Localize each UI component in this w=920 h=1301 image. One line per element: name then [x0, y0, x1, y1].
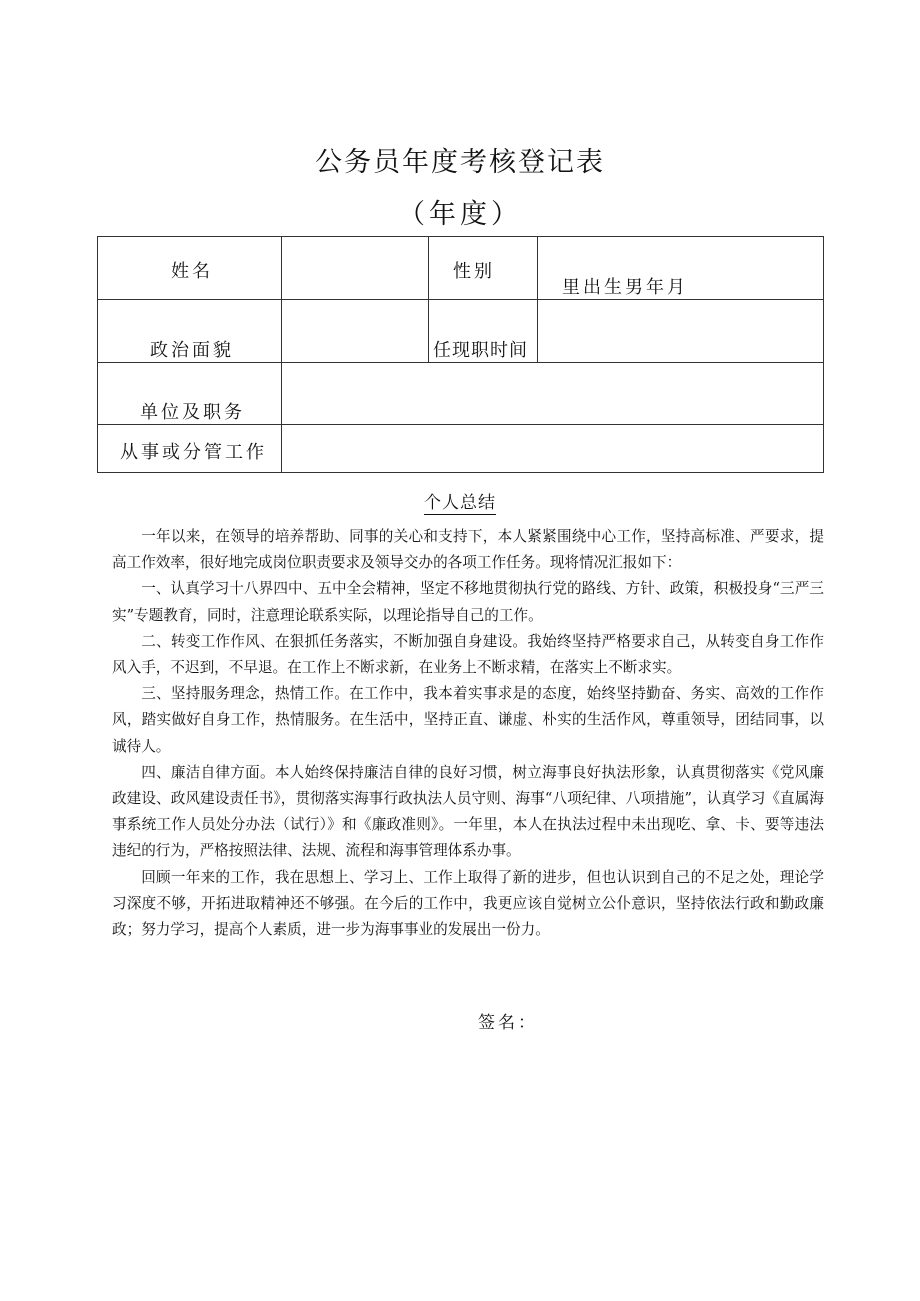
politics-label-cell: [98, 300, 282, 363]
work-value-cell[interactable]: [282, 425, 824, 473]
work-label-cell: [98, 425, 282, 473]
table-row: [98, 363, 824, 425]
name-value-cell[interactable]: [282, 237, 429, 300]
summary-paragraph: 二、转变工作作风、在狠抓任务落实，不断加强自身建设。我始终坚持严格要求自己，从转变自身工作作风入手，不迟到，不早退。在工作上不断求新，在业务上不断求精，在落实上不断求实。: [112, 632, 824, 677]
summary-heading: [0, 488, 920, 513]
summary-heading-text: 个人总结: [424, 493, 496, 513]
politics-value-cell[interactable]: [282, 300, 429, 363]
tenure-value-cell[interactable]: [538, 300, 824, 363]
form-subtitle: （年度）: [398, 199, 522, 230]
work-label: 从事或分管工作: [120, 442, 267, 463]
table-row: [98, 237, 824, 300]
gender-label-cell: [429, 237, 538, 300]
gender-value-text: 里出生男年月: [562, 277, 688, 298]
form-title: 公务员年度考核登记表: [315, 147, 605, 178]
name-label: 姓名: [171, 261, 213, 282]
unit-label-cell: [98, 363, 282, 425]
unit-label: 单位及职务: [140, 402, 245, 423]
gender-value-cell[interactable]: [538, 237, 824, 300]
summary-paragraph: 一年以来，在领导的培养帮助、同事的关心和支持下，本人紧紧围绕中心工作，坚持高标准、严要求，提高工作效率，很好地完成岗位职责要求及领导交办的各项工作任务。现将情况汇报如下：: [112, 528, 824, 572]
tenure-label-cell: [429, 300, 538, 363]
info-table: [97, 236, 824, 473]
summary-paragraph: 回顾一年来的工作，我在思想上、学习上、工作上取得了新的进步，但也认识到自己的不足之处，理论学习深度不够，开拓进取精神还不够强。在今后的工作中，我更应该自觉树立公仆意识，坚持依法行政和勤政廉政；努力学习，提高个人素质，进一步为海事事业的发展出一份力。: [112, 868, 824, 939]
signature-label: 签名：: [478, 1013, 538, 1033]
summary-paragraph: 三、坚持服务理念，热情工作。在工作中，我本着实事求是的态度，始终坚持勤奋、务实、高效的工作作风，踏实做好自身工作，热情服务。在生活中，坚持正直、谦虚、朴实的生活作风，尊重领导，团结同事，以诚待人。: [112, 685, 824, 755]
summary-paragraph: 四、廉洁自律方面。本人始终保持廉洁自律的良好习惯，树立海事良好执法形象，认真贯彻落实《党风廉政建设、政风建设责任书》，贯彻落实海事行政执法人员守则、海事“八项纪律、八项措施”，认真学习《直属海事系统工作人员处分办法（试行）》和《廉政准则》。一年里，本人在执法过程中未出现吃、拿、卡、要等违法违纪的行为，严格按照法律、法规、流程和海事管理体系办事。: [112, 763, 824, 860]
unit-value-cell[interactable]: [282, 363, 824, 425]
politics-label: 政治面貌: [150, 340, 234, 361]
name-label-cell: [98, 237, 282, 300]
summary-body: [112, 524, 824, 943]
table-row: [98, 425, 824, 473]
summary-paragraph: 一、认真学习十八界四中、五中全会精神，坚定不移地贯彻执行党的路线、方针、政策，积极投身“三严三实”专题教育，同时，注意理论联系实际，以理论指导自己的工作。: [112, 580, 824, 624]
table-row: [98, 300, 824, 363]
gender-label: 性别: [453, 261, 495, 282]
tenure-label: 任现职时间: [433, 340, 528, 361]
